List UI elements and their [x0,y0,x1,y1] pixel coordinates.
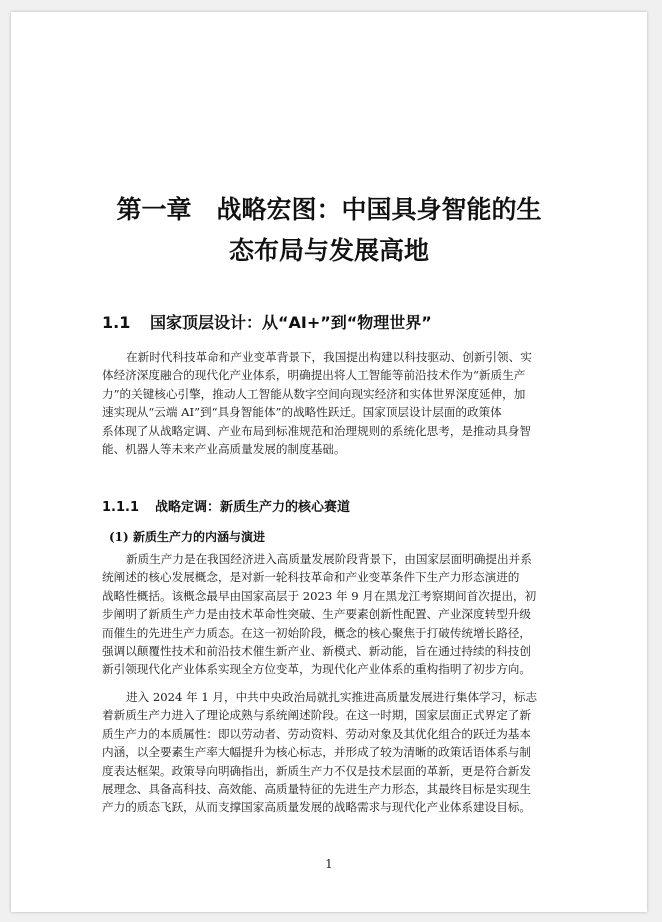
paragraph-line: 系体现了从战略定调、产业布局到标准规范和治理规则的系统化思考，是推动具身智 [102,423,531,438]
paragraph-line: 度表达框架。政策导向明确指出，新质生产力不仅是技术层面的革新，更是符合新发 [102,763,531,778]
paragraph-line: 力”的关键核心引擎，推动人工智能从数字空间向现实经济和实体世界深度延伸，加 [102,386,526,401]
paragraph-line: 新引领现代化产业体系实现全方位变革，为现代化产业体系的重构指明了初步方向。 [102,662,531,677]
paragraph-line: 战略性概括。该概念最早由国家高层于 2023 年 9 月在黑龙江考察期间首次提出，初 [102,588,537,603]
paragraph-line: 质生产力的本质属性：即以劳动者、劳动资料、劳动对象及其优化组合的跃迁为基本 [102,726,531,741]
paragraph-line: 统阐述的核心发展概念，是对新一轮科技革命和产业变革条件下生产力形态演进的 [102,570,520,585]
paragraph-line: 进入 2024 年 1 月，中共中央政治局就扎实推进高质量发展进行集体学习，标志 [126,690,538,704]
paragraph-line: 着新质生产力进入了理论成熟与系统阐述阶段。在这一时期，国家层面正式界定了新 [102,708,531,723]
subsection-number: 1.1.1 [102,500,140,515]
subsubsection-number: (1) [109,530,129,544]
subsection-title: 战略定调：新质生产力的核心赛道 [155,500,351,515]
subsection-heading [102,498,350,518]
paragraph-line: 展理念、具备高科技、高效能、高质量特征的先进生产力形态，其最终目标是实现生 [102,782,531,797]
paragraph-line: 内涵，以全要素生产率大幅提升为核心标志，并形成了较为清晰的政策话语体系与制 [102,745,531,760]
paragraph-line: 而催生的先进生产力质态。在这一初始阶段，概念的核心聚焦于打破传统增长路径， [102,625,531,640]
chapter-title [51,189,607,271]
paragraph-line: 在新时代科技革命和产业变革背景下，我国提出构建以科技驱动、创新引领、实 [126,350,532,364]
subsubsection-heading [109,528,265,546]
page-number: 1 [325,857,333,871]
paragraph-line: 能、机器人等未来产业高质量发展的制度基础。 [102,442,346,457]
section-number: 1.1 [102,313,131,332]
body-paragraph-2 [102,688,580,817]
paragraph-line: 体经济深度融合的现代化产业体系，明确提出将人工智能等前沿技术作为“新质生产 [102,368,526,383]
section-heading [102,312,432,334]
paragraph-line: 产力的质态飞跃，从而支撑国家高质量发展的战略需求与现代化产业体系建设目标。 [102,800,531,815]
chapter-title-line-1: 第一章 战略宏图：中国具身智能的生 [116,195,542,224]
body-paragraph-1 [102,550,580,679]
paragraph-line: 步阐明了新质生产力是由技术革命性突破、生产要素创新性配置、产业深度转型升级 [102,607,531,622]
document-page [11,12,647,912]
chapter-title-line-2: 态布局与发展高地 [228,236,429,265]
subsubsection-title: 新质生产力的内涵与演进 [133,530,266,544]
paragraph-line: 新质生产力是在我国经济进入高质量发展阶段背景下，由国家层面明确提出并系 [126,552,532,566]
intro-paragraph [102,348,580,458]
paragraph-line: 强调以颠覆性技术和前沿技术催生新产业、新模式、新动能，旨在通过持续的科技创 [102,644,531,659]
section-title: 国家顶层设计：从“AI+”到“物理世界” [150,313,432,332]
paragraph-line: 速实现从“云端 AI”到“具身智能体”的战略性跃迁。国家顶层设计层面的政策体 [102,405,502,420]
